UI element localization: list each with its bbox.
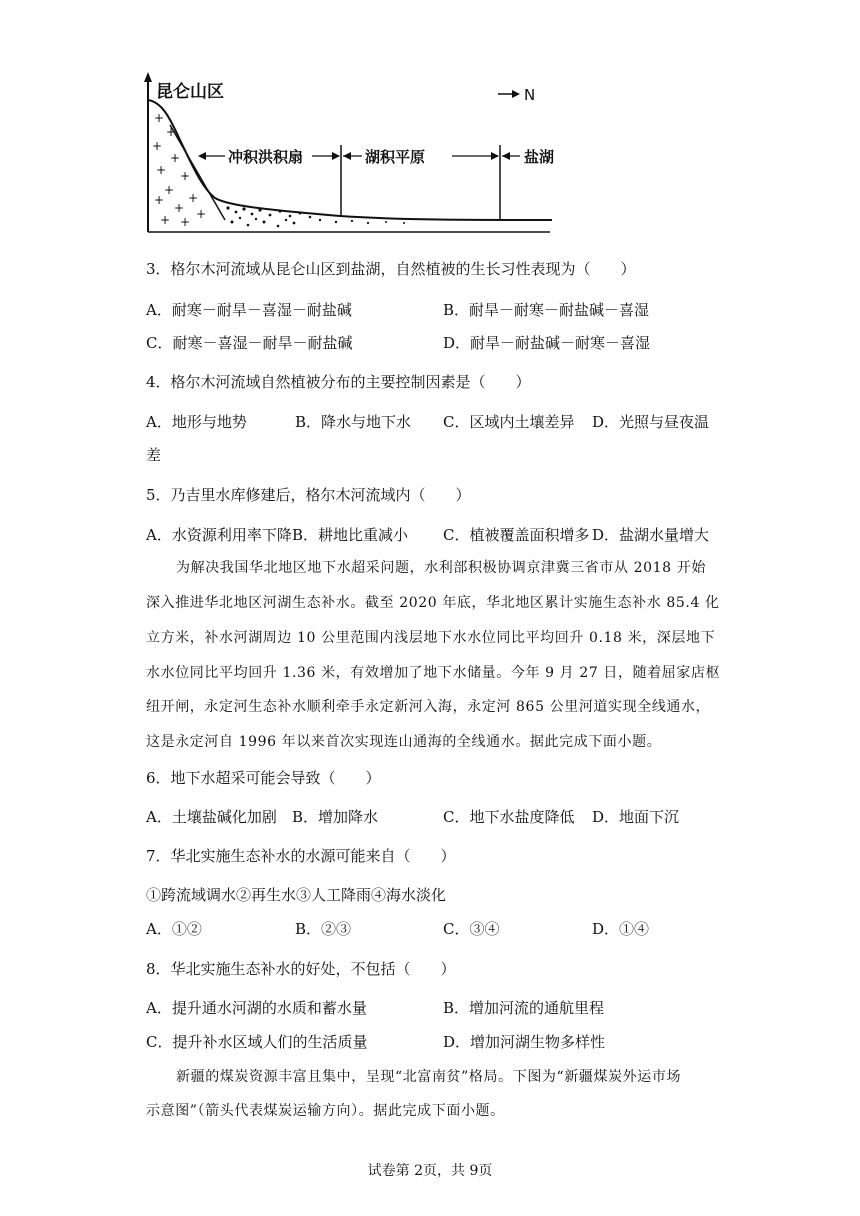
q7-option-d: D．①④ (592, 920, 650, 938)
passage1-line: 水水位同比平均回升 1.36 米，有效增加了地下水储量。今年 9 月 27 日，随着屈家店枢 (146, 665, 721, 681)
passage1-line: 这是永定河自 1996 年以来首次实现连山通海的全线通水。据此完成下面小题。 (146, 734, 662, 750)
q3-option-d: D．耐旱－耐盐碱－耐寒－喜湿 (443, 334, 651, 352)
svg-text:+: + (156, 163, 167, 177)
zone-salt-lake-label: 盐湖 (524, 148, 555, 166)
north-label: N (524, 86, 536, 104)
q4-option-d: D．光照与昼夜温 (592, 413, 710, 431)
q7-stem: 7．华北实施生态补水的水源可能来自（ ） (146, 847, 456, 865)
svg-text:+: + (160, 213, 171, 227)
q6-stem: 6．地下水超采可能会导致（ ） (146, 769, 381, 787)
svg-text:+: + (174, 201, 185, 215)
q4-option-b: B．降水与地下水 (295, 413, 412, 431)
svg-text:+: + (166, 125, 177, 139)
svg-text:+: + (170, 151, 181, 165)
q7-option-c: C．③④ (443, 920, 500, 938)
q6-option-a: A．土壤盐碱化加剧 (146, 808, 277, 826)
svg-text:+: + (180, 169, 191, 183)
sediment-pattern (226, 206, 405, 227)
q8-option-c: C．提升补水区域人们的生活质量 (146, 1033, 368, 1051)
passage1-line: 立方米，补水河湖周边 10 公里范围内浅层地下水水位同比平均回升 0.18 米，深层地下 (146, 630, 716, 646)
q7-option-a: A．①② (146, 920, 202, 938)
q7-items: ①跨流域调水②再生水③人工降雨④海水淡化 (146, 886, 447, 904)
q4-stem: 4．格尔木河流域自然植被分布的主要控制因素是（ ） (146, 373, 531, 391)
page-footer: 试卷第 2页，共 9页 (367, 1163, 493, 1179)
passage1-line: 深入推进华北地区河湖生态补水。截至 2020 年底，华北地区累计实施生态补水 85.4 化 (146, 595, 720, 611)
q8-option-d: D．增加河湖生物多样性 (443, 1033, 606, 1051)
q6-option-b: B．增加降水 (292, 808, 379, 826)
q3-stem: 3．格尔木河流域从昆仑山区到盐湖，自然植被的生长习性表现为（ ） (146, 260, 636, 278)
q5-option-d: D．盐湖水量增大 (592, 526, 710, 544)
zone-lake-plain-label: 湖积平原 (365, 148, 426, 166)
svg-text:+: + (164, 183, 175, 197)
q3-option-b: B．耐旱－耐寒－耐盐碱－喜湿 (443, 301, 650, 319)
q5-option-b: B．耕地比重减小 (292, 526, 409, 544)
q6-option-c: C．地下水盐度降低 (443, 808, 575, 826)
passage2-line: 新疆的煤炭资源丰富且集中，呈现“北富南贫”格局。下图为“新疆煤炭外运市场 (176, 1069, 682, 1085)
region-label: 昆仑山区 (156, 82, 224, 102)
q4-option-d-continued: 差 (146, 446, 162, 464)
passage1-line: 为解决我国华北地区地下水超采问题，水利部积极协调京津冀三省市从 2018 开始 (176, 560, 706, 576)
terrain-profile-diagram (140, 70, 560, 240)
passage1-line: 纽开闸，永定河生态补水顺利牵手永定新河入海，永定河 865 公里河道实现全线通水， (146, 699, 711, 715)
svg-text:+: + (188, 191, 199, 205)
zone-alluvial-fan-label: 冲积洪积扇 (228, 148, 304, 166)
q8-option-b: B．增加河流的通航里程 (443, 999, 605, 1017)
svg-text:+: + (154, 193, 165, 207)
q7-option-b: B．②③ (295, 920, 352, 938)
passage2-line: 示意图”（箭头代表煤炭运输方向）。据此完成下面小题。 (146, 1103, 505, 1119)
q8-stem: 8．华北实施生态补水的好处，不包括（ ） (146, 960, 456, 978)
q5-stem: 5．乃吉里水库修建后，格尔木河流域内（ ） (146, 486, 471, 504)
svg-text:+: + (196, 207, 207, 221)
q6-option-d: D．地面下沉 (592, 808, 680, 826)
q4-option-c: C．区域内土壤差异 (443, 413, 575, 431)
q3-option-c: C．耐寒－喜湿－耐旱－耐盐碱 (146, 334, 353, 352)
svg-text:+: + (152, 139, 163, 153)
svg-text:+: + (154, 111, 165, 125)
q5-option-c: C．植被覆盖面积增多 (443, 526, 590, 544)
q3-option-a: A．耐寒－耐旱－喜湿－耐盐碱 (146, 301, 352, 319)
q4-option-a: A．地形与地势 (146, 413, 247, 431)
bedrock-pattern (152, 111, 206, 229)
q8-option-a: A．提升通水河湖的水质和蓄水量 (146, 999, 367, 1017)
svg-text:+: + (180, 215, 191, 229)
q5-option-a: A．水资源利用率下降 (146, 526, 292, 544)
